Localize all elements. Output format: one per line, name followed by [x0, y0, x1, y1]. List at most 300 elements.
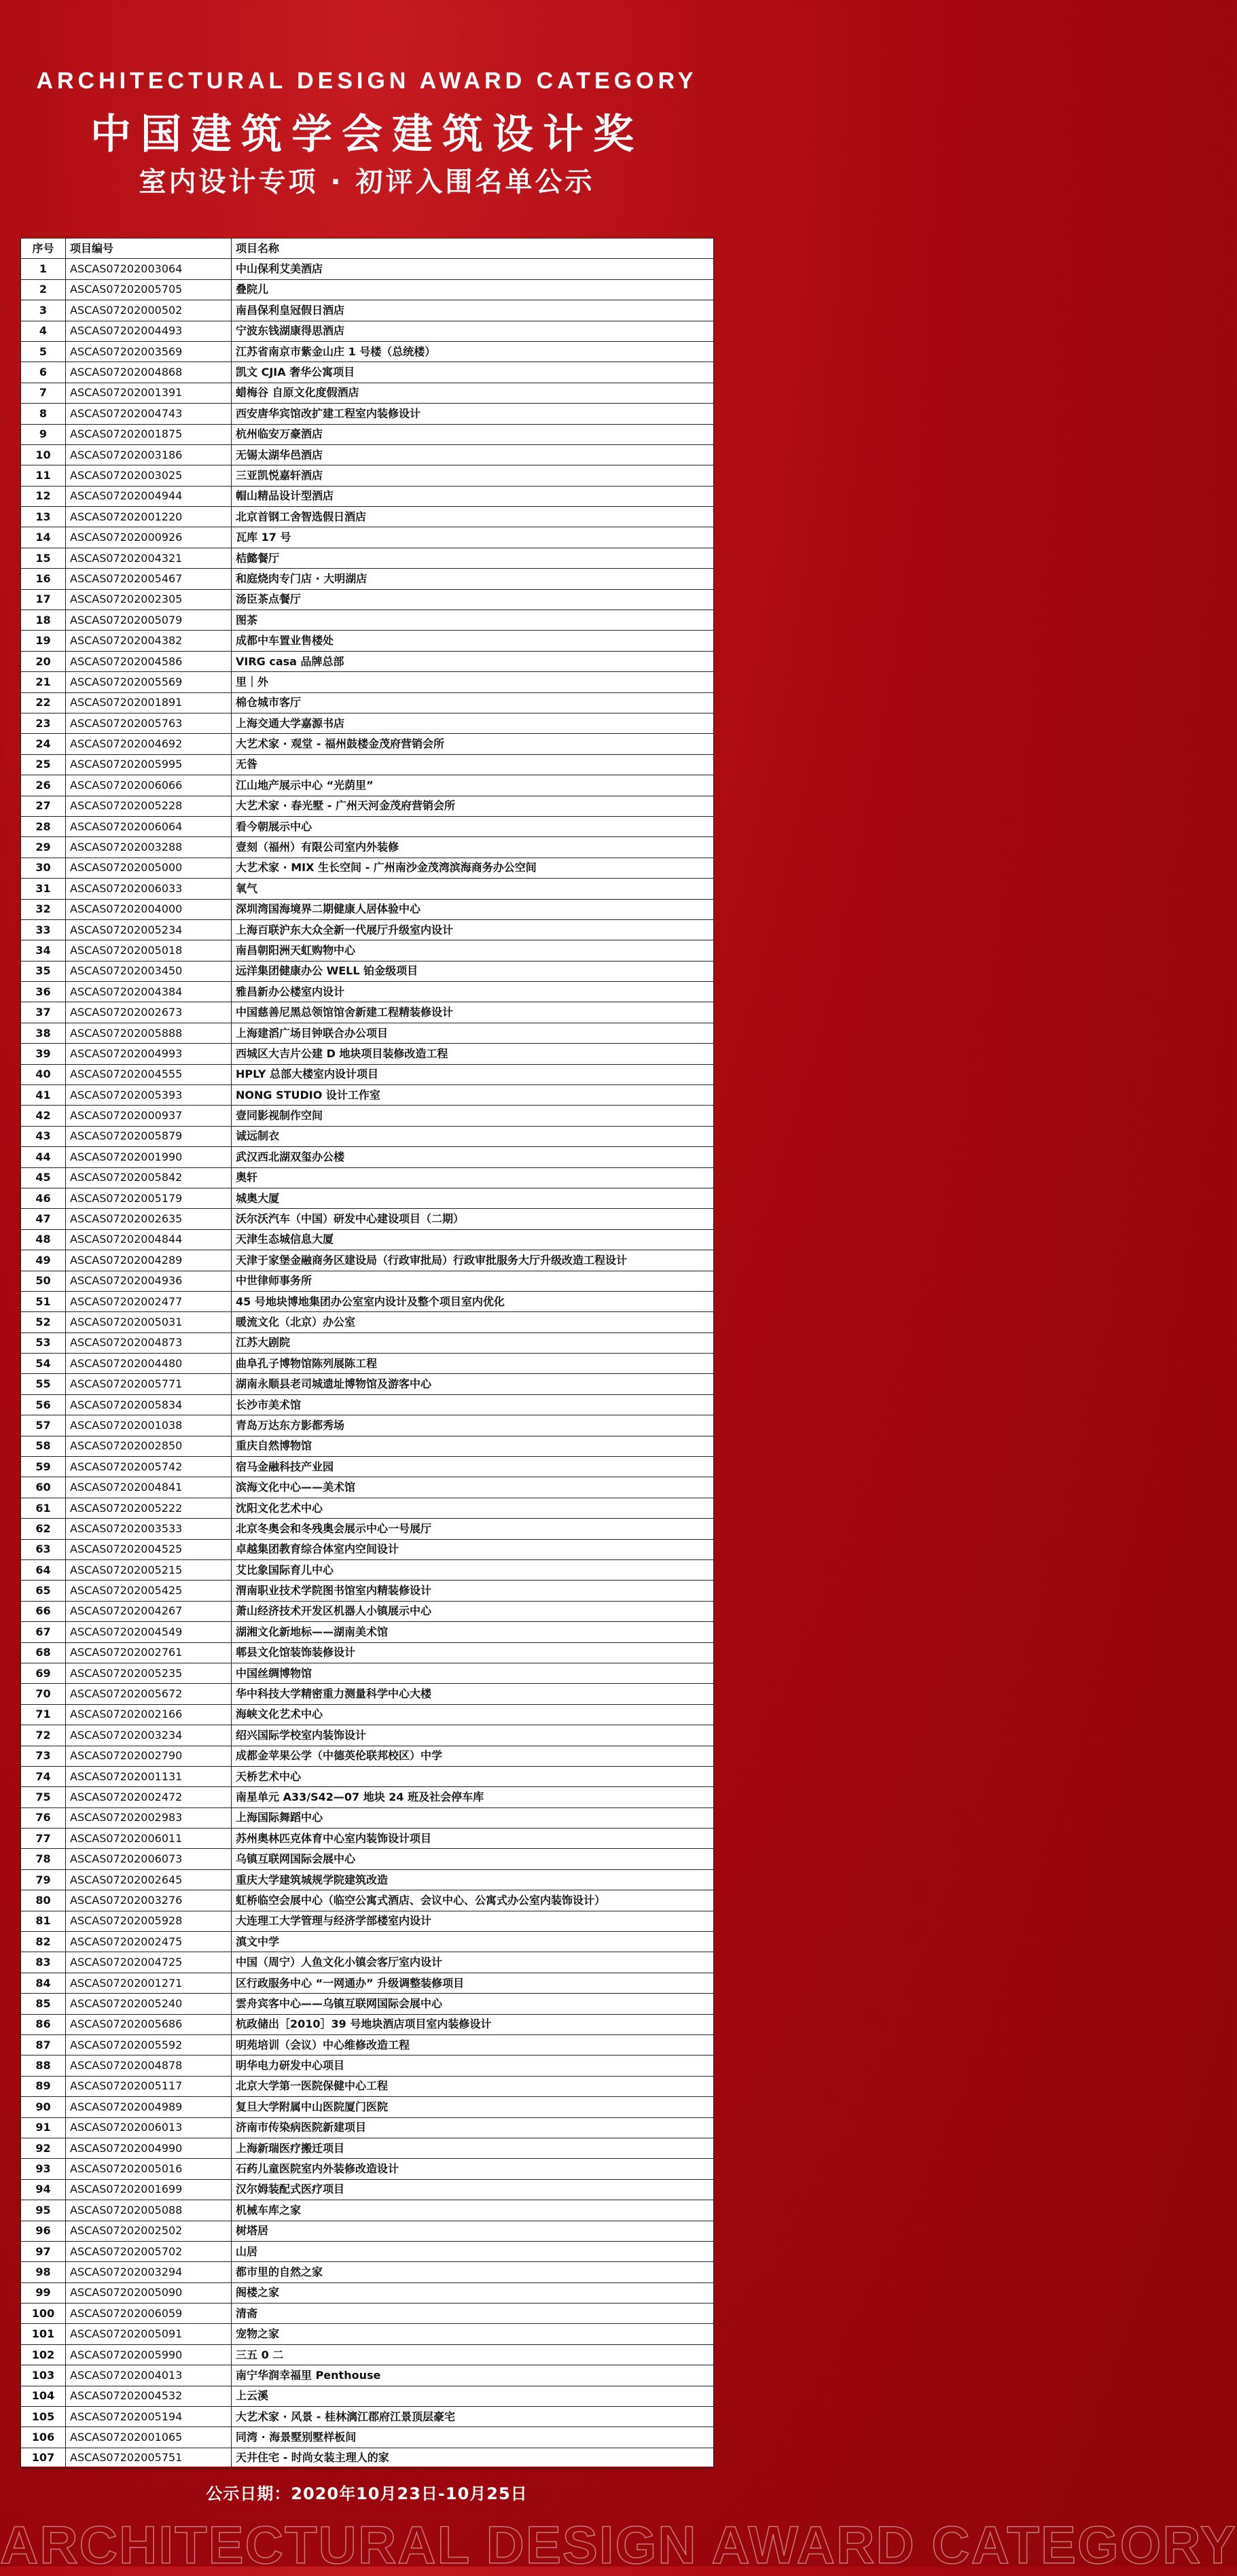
row-index: 84: [21, 1973, 66, 1993]
table-row: [21, 527, 714, 548]
table-row: [21, 775, 714, 796]
row-project-name: 中国慈善尼黑总领馆馆舍新建工程精装修设计: [232, 1002, 714, 1023]
row-index: 88: [21, 2055, 66, 2076]
row-index: 91: [21, 2117, 66, 2138]
row-project-name: 上海国际舞蹈中心: [232, 1807, 714, 1828]
row-project-code: ASCAS07202000502: [66, 300, 232, 321]
row-index: 100: [21, 2304, 66, 2324]
row-index: 29: [21, 837, 66, 858]
row-index: 46: [21, 1188, 66, 1208]
row-index: 33: [21, 919, 66, 940]
row-index: 102: [21, 2344, 66, 2365]
row-project-name: 萧山经济技术开发区机器人小镇展示中心: [232, 1601, 714, 1621]
table-row: [21, 362, 714, 383]
table-row: [21, 1457, 714, 1477]
row-project-name: 华中科技大学精密重力测量科学中心大楼: [232, 1684, 714, 1704]
table-row: [21, 486, 714, 506]
row-project-name: 城奥大厦: [232, 1188, 714, 1208]
table-row: [21, 1829, 714, 1849]
row-index: 78: [21, 1849, 66, 1869]
table-row: [21, 1869, 714, 1890]
row-project-code: ASCAS07202005016: [66, 2159, 232, 2179]
row-index: 48: [21, 1229, 66, 1250]
table-row: [21, 507, 714, 527]
row-project-name: 湖湘文化新地标——湖南美术馆: [232, 1622, 714, 1642]
row-project-code: ASCAS07202001990: [66, 1147, 232, 1167]
table-row: [21, 383, 714, 403]
row-project-code: ASCAS07202005228: [66, 796, 232, 816]
table-row: [21, 1002, 714, 1023]
row-project-name: 西安唐华宾馆改扩建工程室内装修设计: [232, 404, 714, 424]
table-row: [21, 2221, 714, 2241]
row-project-code: ASCAS07202002502: [66, 2221, 232, 2241]
row-project-name: 壹同影视制作空间: [232, 1106, 714, 1126]
row-index: 14: [21, 527, 66, 548]
row-index: 36: [21, 982, 66, 1002]
row-project-name: 江苏省南京市紫金山庄 1 号楼（总统楼）: [232, 341, 714, 361]
row-project-code: ASCAS07202000926: [66, 527, 232, 548]
english-title: ARCHITECTURAL DESIGN AWARD CATEGORY: [36, 68, 698, 94]
row-project-code: ASCAS07202005234: [66, 919, 232, 940]
row-project-code: ASCAS07202005079: [66, 610, 232, 631]
row-index: 59: [21, 1457, 66, 1477]
row-project-name: 帽山精品设计型酒店: [232, 486, 714, 506]
row-project-name: 深圳湾国海境界二期健康人居体验中心: [232, 899, 714, 919]
header: [0, 0, 734, 224]
row-project-code: ASCAS07202002472: [66, 1787, 232, 1807]
table-row: [21, 1333, 714, 1353]
row-index: 19: [21, 631, 66, 651]
table-row: [21, 1312, 714, 1333]
column-header-code: 项目编号: [66, 239, 232, 259]
row-project-code: ASCAS07202004555: [66, 1064, 232, 1084]
row-project-name: 中世律师事务所: [232, 1271, 714, 1291]
row-index: 20: [21, 651, 66, 671]
row-index: 11: [21, 465, 66, 486]
table-row: [21, 961, 714, 981]
table-row: [21, 2365, 714, 2386]
table-row: [21, 631, 714, 651]
table-row: [21, 2344, 714, 2365]
row-project-code: ASCAS07202002761: [66, 1642, 232, 1663]
table-row: [21, 1064, 714, 1084]
table-row: [21, 1581, 714, 1601]
row-project-name: 江苏大剧院: [232, 1333, 714, 1353]
table-row: [21, 465, 714, 486]
row-project-code: ASCAS07202005425: [66, 1581, 232, 1601]
row-project-code: ASCAS07202002475: [66, 1932, 232, 1952]
row-project-name: 三五 0 二: [232, 2344, 714, 2365]
table-row: [21, 1519, 714, 1539]
row-project-code: ASCAS07202004844: [66, 1229, 232, 1250]
row-project-name: 艾比象国际育儿中心: [232, 1560, 714, 1581]
row-index: 81: [21, 1911, 66, 1931]
table-row: [21, 610, 714, 631]
row-project-name: 重庆自然博物馆: [232, 1436, 714, 1456]
row-index: 35: [21, 961, 66, 981]
row-project-name: 沈阳文化艺术中心: [232, 1498, 714, 1518]
row-project-code: ASCAS07202003288: [66, 837, 232, 858]
row-project-code: ASCAS07202005088: [66, 2200, 232, 2221]
row-index: 63: [21, 1539, 66, 1559]
row-project-code: ASCAS07202005090: [66, 2282, 232, 2303]
table-row: [21, 548, 714, 568]
row-project-code: ASCAS07202001391: [66, 383, 232, 403]
row-index: 79: [21, 1869, 66, 1890]
row-project-name: 明苑培训（会议）中心维修改造工程: [232, 2034, 714, 2055]
row-project-code: ASCAS07202006059: [66, 2304, 232, 2324]
row-project-code: ASCAS07202001891: [66, 692, 232, 713]
row-index: 76: [21, 1807, 66, 1828]
row-project-name: 汤臣茶点餐厅: [232, 589, 714, 610]
row-project-code: ASCAS07202005592: [66, 2034, 232, 2055]
row-project-name: 苏州奥林匹克体育中心室内装饰设计项目: [232, 1829, 714, 1849]
row-project-name: 凯文 CJIA 奢华公寓项目: [232, 362, 714, 383]
row-index: 16: [21, 569, 66, 589]
row-project-name: 南星单元 A33/S42—07 地块 24 班及社会停车库: [232, 1787, 714, 1807]
row-project-code: ASCAS07202005569: [66, 672, 232, 692]
row-project-name: 都市里的自然之家: [232, 2262, 714, 2282]
row-project-name: 天津生态城信息大厦: [232, 1229, 714, 1250]
row-index: 54: [21, 1354, 66, 1374]
table-row: [21, 1044, 714, 1064]
row-index: 101: [21, 2324, 66, 2344]
row-project-code: ASCAS07202005834: [66, 1394, 232, 1415]
row-project-name: 汉尔姆装配式医疗项目: [232, 2179, 714, 2200]
row-project-code: ASCAS07202005751: [66, 2448, 232, 2468]
row-project-name: 暖流文化（北京）办公室: [232, 1312, 714, 1333]
table-row: [21, 1498, 714, 1518]
row-index: 75: [21, 1787, 66, 1807]
row-project-code: ASCAS07202002645: [66, 1869, 232, 1890]
table-row: [21, 2262, 714, 2282]
row-project-code: ASCAS07202001131: [66, 1766, 232, 1786]
row-index: 30: [21, 858, 66, 878]
row-project-name: 蜡梅谷 自原文化度假酒店: [232, 383, 714, 403]
row-index: 87: [21, 2034, 66, 2055]
row-index: 96: [21, 2221, 66, 2241]
row-project-code: ASCAS07202004586: [66, 651, 232, 671]
row-index: 24: [21, 734, 66, 754]
row-project-code: ASCAS07202005393: [66, 1085, 232, 1106]
table-row: [21, 1374, 714, 1394]
table-row: [21, 879, 714, 899]
row-project-name: 青岛万达东方影都秀场: [232, 1415, 714, 1436]
row-project-code: ASCAS07202005179: [66, 1188, 232, 1208]
shortlist-table: [20, 238, 714, 2469]
row-project-name: 上海交通大学嘉源书店: [232, 713, 714, 733]
row-project-name: 北京首钢工舍智选假日酒店: [232, 507, 714, 527]
table-row: [21, 1746, 714, 1766]
table-row: [21, 1250, 714, 1271]
table-row: [21, 837, 714, 858]
table-row: [21, 1973, 714, 1993]
table-row: [21, 2159, 714, 2179]
row-index: 89: [21, 2076, 66, 2096]
row-project-code: ASCAS07202005771: [66, 1374, 232, 1394]
row-project-name: 远洋集团健康办公 WELL 铂金级项目: [232, 961, 714, 981]
row-project-name: 中国丝绸博物馆: [232, 1663, 714, 1683]
table-row: [21, 1188, 714, 1208]
row-project-name: 区行政服务中心 “一网通办” 升级调整装修项目: [232, 1973, 714, 1993]
row-index: 104: [21, 2386, 66, 2406]
column-header-name: 项目名称: [232, 239, 714, 259]
row-index: 26: [21, 775, 66, 796]
table-row: [21, 2138, 714, 2158]
row-index: 17: [21, 589, 66, 610]
table-row: [21, 589, 714, 610]
row-index: 55: [21, 1374, 66, 1394]
row-project-code: ASCAS07202002850: [66, 1436, 232, 1456]
row-project-name: 奥轩: [232, 1167, 714, 1188]
row-index: 86: [21, 2014, 66, 2034]
table-row: [21, 2241, 714, 2261]
row-project-name: 无昝: [232, 754, 714, 775]
row-project-name: 明华电力研发中心项目: [232, 2055, 714, 2076]
row-project-code: ASCAS07202006033: [66, 879, 232, 899]
row-index: 80: [21, 1890, 66, 1911]
row-index: 74: [21, 1766, 66, 1786]
row-project-name: 沃尔沃汽车（中国）研发中心建设项目（二期）: [232, 1209, 714, 1229]
row-project-name: 叠院儿: [232, 279, 714, 300]
row-project-code: ASCAS07202004878: [66, 2055, 232, 2076]
table-row: [21, 1994, 714, 2014]
row-index: 40: [21, 1064, 66, 1084]
row-index: 64: [21, 1560, 66, 1581]
row-project-code: ASCAS07202001038: [66, 1415, 232, 1436]
row-project-code: ASCAS07202001065: [66, 2427, 232, 2448]
row-project-name: 上海新瑞医疗搬迁项目: [232, 2138, 714, 2158]
row-project-name: 中山保利艾美酒店: [232, 259, 714, 279]
row-index: 92: [21, 2138, 66, 2158]
table-row: [21, 2407, 714, 2427]
table-row: [21, 1704, 714, 1725]
row-project-code: ASCAS07202005235: [66, 1663, 232, 1683]
shortlist-table-container: [20, 238, 713, 2467]
table-row: [21, 2282, 714, 2303]
row-project-code: ASCAS07202004013: [66, 2365, 232, 2386]
table-row: [21, 2386, 714, 2406]
row-project-code: ASCAS07202005702: [66, 2241, 232, 2261]
row-project-name: 树塔居: [232, 2221, 714, 2241]
chinese-title: 中国建筑学会建筑设计奖: [90, 111, 643, 158]
row-project-name: 滨海文化中心——美术馆: [232, 1477, 714, 1498]
row-index: 97: [21, 2241, 66, 2261]
table-row: [21, 940, 714, 961]
row-index: 71: [21, 1704, 66, 1725]
row-project-code: ASCAS07202003234: [66, 1725, 232, 1746]
row-index: 99: [21, 2282, 66, 2303]
row-index: 90: [21, 2097, 66, 2117]
row-index: 66: [21, 1601, 66, 1621]
table-row: [21, 341, 714, 361]
row-project-name: 上云溪: [232, 2386, 714, 2406]
row-project-name: 江山地产展示中心 “光荫里”: [232, 775, 714, 796]
row-project-name: 阁楼之家: [232, 2282, 714, 2303]
row-index: 52: [21, 1312, 66, 1333]
row-project-name: 成都金苹果公学（中德英伦联邦校区）中学: [232, 1746, 714, 1766]
table-row: [21, 1952, 714, 1973]
row-project-name: 里｜外: [232, 672, 714, 692]
row-project-name: 图茶: [232, 610, 714, 631]
row-project-code: ASCAS07202004873: [66, 1333, 232, 1353]
row-index: 10: [21, 444, 66, 465]
table-row: [21, 713, 714, 733]
row-project-code: ASCAS07202003064: [66, 259, 232, 279]
row-project-name: 诚远制衣: [232, 1126, 714, 1146]
row-project-name: 瓦库 17 号: [232, 527, 714, 548]
row-index: 95: [21, 2200, 66, 2221]
row-index: 22: [21, 692, 66, 713]
row-project-name: 杭政储出［2010］39 号地块酒店项目室内装修设计: [232, 2014, 714, 2034]
row-project-name: 雲舟宾客中心——乌镇互联网国际会展中心: [232, 1994, 714, 2014]
row-project-code: ASCAS07202001220: [66, 507, 232, 527]
row-index: 28: [21, 816, 66, 836]
row-index: 106: [21, 2427, 66, 2448]
row-project-code: ASCAS07202002790: [66, 1746, 232, 1766]
table-row: [21, 1291, 714, 1311]
table-row: [21, 259, 714, 279]
row-index: 65: [21, 1581, 66, 1601]
row-project-code: ASCAS07202005672: [66, 1684, 232, 1704]
row-project-code: ASCAS07202002983: [66, 1807, 232, 1828]
table-row: [21, 1354, 714, 1374]
row-project-code: ASCAS07202004480: [66, 1354, 232, 1374]
row-index: 93: [21, 2159, 66, 2179]
row-index: 98: [21, 2262, 66, 2282]
row-project-code: ASCAS07202004549: [66, 1622, 232, 1642]
row-project-code: ASCAS07202005879: [66, 1126, 232, 1146]
row-project-code: ASCAS07202005031: [66, 1312, 232, 1333]
row-index: 8: [21, 404, 66, 424]
row-project-code: ASCAS07202004267: [66, 1601, 232, 1621]
table-row: [21, 1787, 714, 1807]
table-row: [21, 404, 714, 424]
row-project-name: 桔懿餐厅: [232, 548, 714, 568]
row-project-code: ASCAS07202006066: [66, 775, 232, 796]
row-index: 6: [21, 362, 66, 383]
row-index: 37: [21, 1002, 66, 1023]
row-project-code: ASCAS07202002305: [66, 589, 232, 610]
row-project-code: ASCAS07202004989: [66, 2097, 232, 2117]
row-project-name: 机械车库之家: [232, 2200, 714, 2221]
table-row: [21, 1271, 714, 1291]
row-project-name: 大艺术家 · 春光墅 - 广州天河金茂府营销会所: [232, 796, 714, 816]
row-project-code: ASCAS07202005117: [66, 2076, 232, 2096]
row-project-name: 杭州临安万豪酒店: [232, 424, 714, 444]
row-project-name: 宁波东钱湖康得思酒店: [232, 321, 714, 341]
table-row: [21, 1209, 714, 1229]
table-row: [21, 1766, 714, 1786]
row-project-code: ASCAS07202006064: [66, 816, 232, 836]
table-row: [21, 1394, 714, 1415]
table-row: [21, 796, 714, 816]
row-project-code: ASCAS07202005194: [66, 2407, 232, 2427]
row-project-name: 看今朝展示中心: [232, 816, 714, 836]
table-row: [21, 1539, 714, 1559]
table-row: [21, 1663, 714, 1683]
row-project-code: ASCAS07202004493: [66, 321, 232, 341]
row-index: 7: [21, 383, 66, 403]
row-index: 61: [21, 1498, 66, 1518]
table-row: [21, 444, 714, 465]
table-row: [21, 1642, 714, 1663]
row-index: 103: [21, 2365, 66, 2386]
row-project-code: ASCAS07202004944: [66, 486, 232, 506]
table-row: [21, 2034, 714, 2055]
row-project-code: ASCAS07202005686: [66, 2014, 232, 2034]
table-row: [21, 2076, 714, 2096]
row-index: 21: [21, 672, 66, 692]
row-project-name: 上海建滔广场目钟联合办公项目: [232, 1023, 714, 1043]
row-project-name: VIRG casa 品牌总部: [232, 651, 714, 671]
row-project-name: 宿马金融科技产业园: [232, 1457, 714, 1477]
row-project-code: ASCAS07202005215: [66, 1560, 232, 1581]
row-index: 85: [21, 1994, 66, 2014]
row-index: 42: [21, 1106, 66, 1126]
row-project-name: 济南市传染病医院新建项目: [232, 2117, 714, 2138]
table-row: [21, 1725, 714, 1746]
row-index: 13: [21, 507, 66, 527]
row-index: 83: [21, 1952, 66, 1973]
row-project-name: 三亚凯悦嘉轩酒店: [232, 465, 714, 486]
table-row: [21, 424, 714, 444]
row-index: 49: [21, 1250, 66, 1271]
row-project-code: ASCAS07202000937: [66, 1106, 232, 1126]
row-project-name: 棉仓城市客厅: [232, 692, 714, 713]
row-index: 68: [21, 1642, 66, 1663]
row-project-name: 大艺术家 · 观堂 - 福州鼓楼金茂府营销会所: [232, 734, 714, 754]
table-row: [21, 2179, 714, 2200]
row-project-code: ASCAS07202003450: [66, 961, 232, 981]
row-project-name: 同湾 · 海景墅别墅样板间: [232, 2427, 714, 2448]
sub-title: 室内设计专项 · 初评入围名单公示: [139, 166, 595, 198]
row-project-code: ASCAS07202005928: [66, 1911, 232, 1931]
table-row: [21, 1932, 714, 1952]
row-index: 43: [21, 1126, 66, 1146]
row-index: 12: [21, 486, 66, 506]
table-row: [21, 1601, 714, 1621]
row-project-name: 大艺术家 · MIX 生长空间 - 广州南沙金茂湾滨海商务办公空间: [232, 858, 714, 878]
row-index: 15: [21, 548, 66, 568]
row-project-code: ASCAS07202004532: [66, 2386, 232, 2406]
table-row: [21, 919, 714, 940]
row-project-name: 大连理工大学管理与经济学部楼室内设计: [232, 1911, 714, 1931]
row-project-name: 卓越集团教育综合体室内空间设计: [232, 1539, 714, 1559]
table-body: [21, 259, 714, 2469]
row-index: 51: [21, 1291, 66, 1311]
row-project-name: 天桥艺术中心: [232, 1766, 714, 1786]
table-row: [21, 2427, 714, 2448]
table-row: [21, 1085, 714, 1106]
row-project-name: 大艺术家 · 风景 - 桂林漓江郡府江景顶层豪宅: [232, 2407, 714, 2427]
row-project-name: 虹桥临空会展中心（临空公寓式酒店、会议中心、公寓式办公室内装饰设计）: [232, 1890, 714, 1911]
table-row: [21, 569, 714, 589]
row-project-name: 上海百联沪东大众全新一代展厅升级室内设计: [232, 919, 714, 940]
row-index: 50: [21, 1271, 66, 1291]
row-index: 31: [21, 879, 66, 899]
row-project-code: ASCAS07202002635: [66, 1209, 232, 1229]
table-row: [21, 672, 714, 692]
row-project-name: 石药儿童医院室内外装修改造设计: [232, 2159, 714, 2179]
row-index: 67: [21, 1622, 66, 1642]
row-index: 58: [21, 1436, 66, 1456]
row-index: 38: [21, 1023, 66, 1043]
row-index: 47: [21, 1209, 66, 1229]
row-index: 70: [21, 1684, 66, 1704]
table-row: [21, 1622, 714, 1642]
row-project-name: 南昌保利皇冠假日酒店: [232, 300, 714, 321]
